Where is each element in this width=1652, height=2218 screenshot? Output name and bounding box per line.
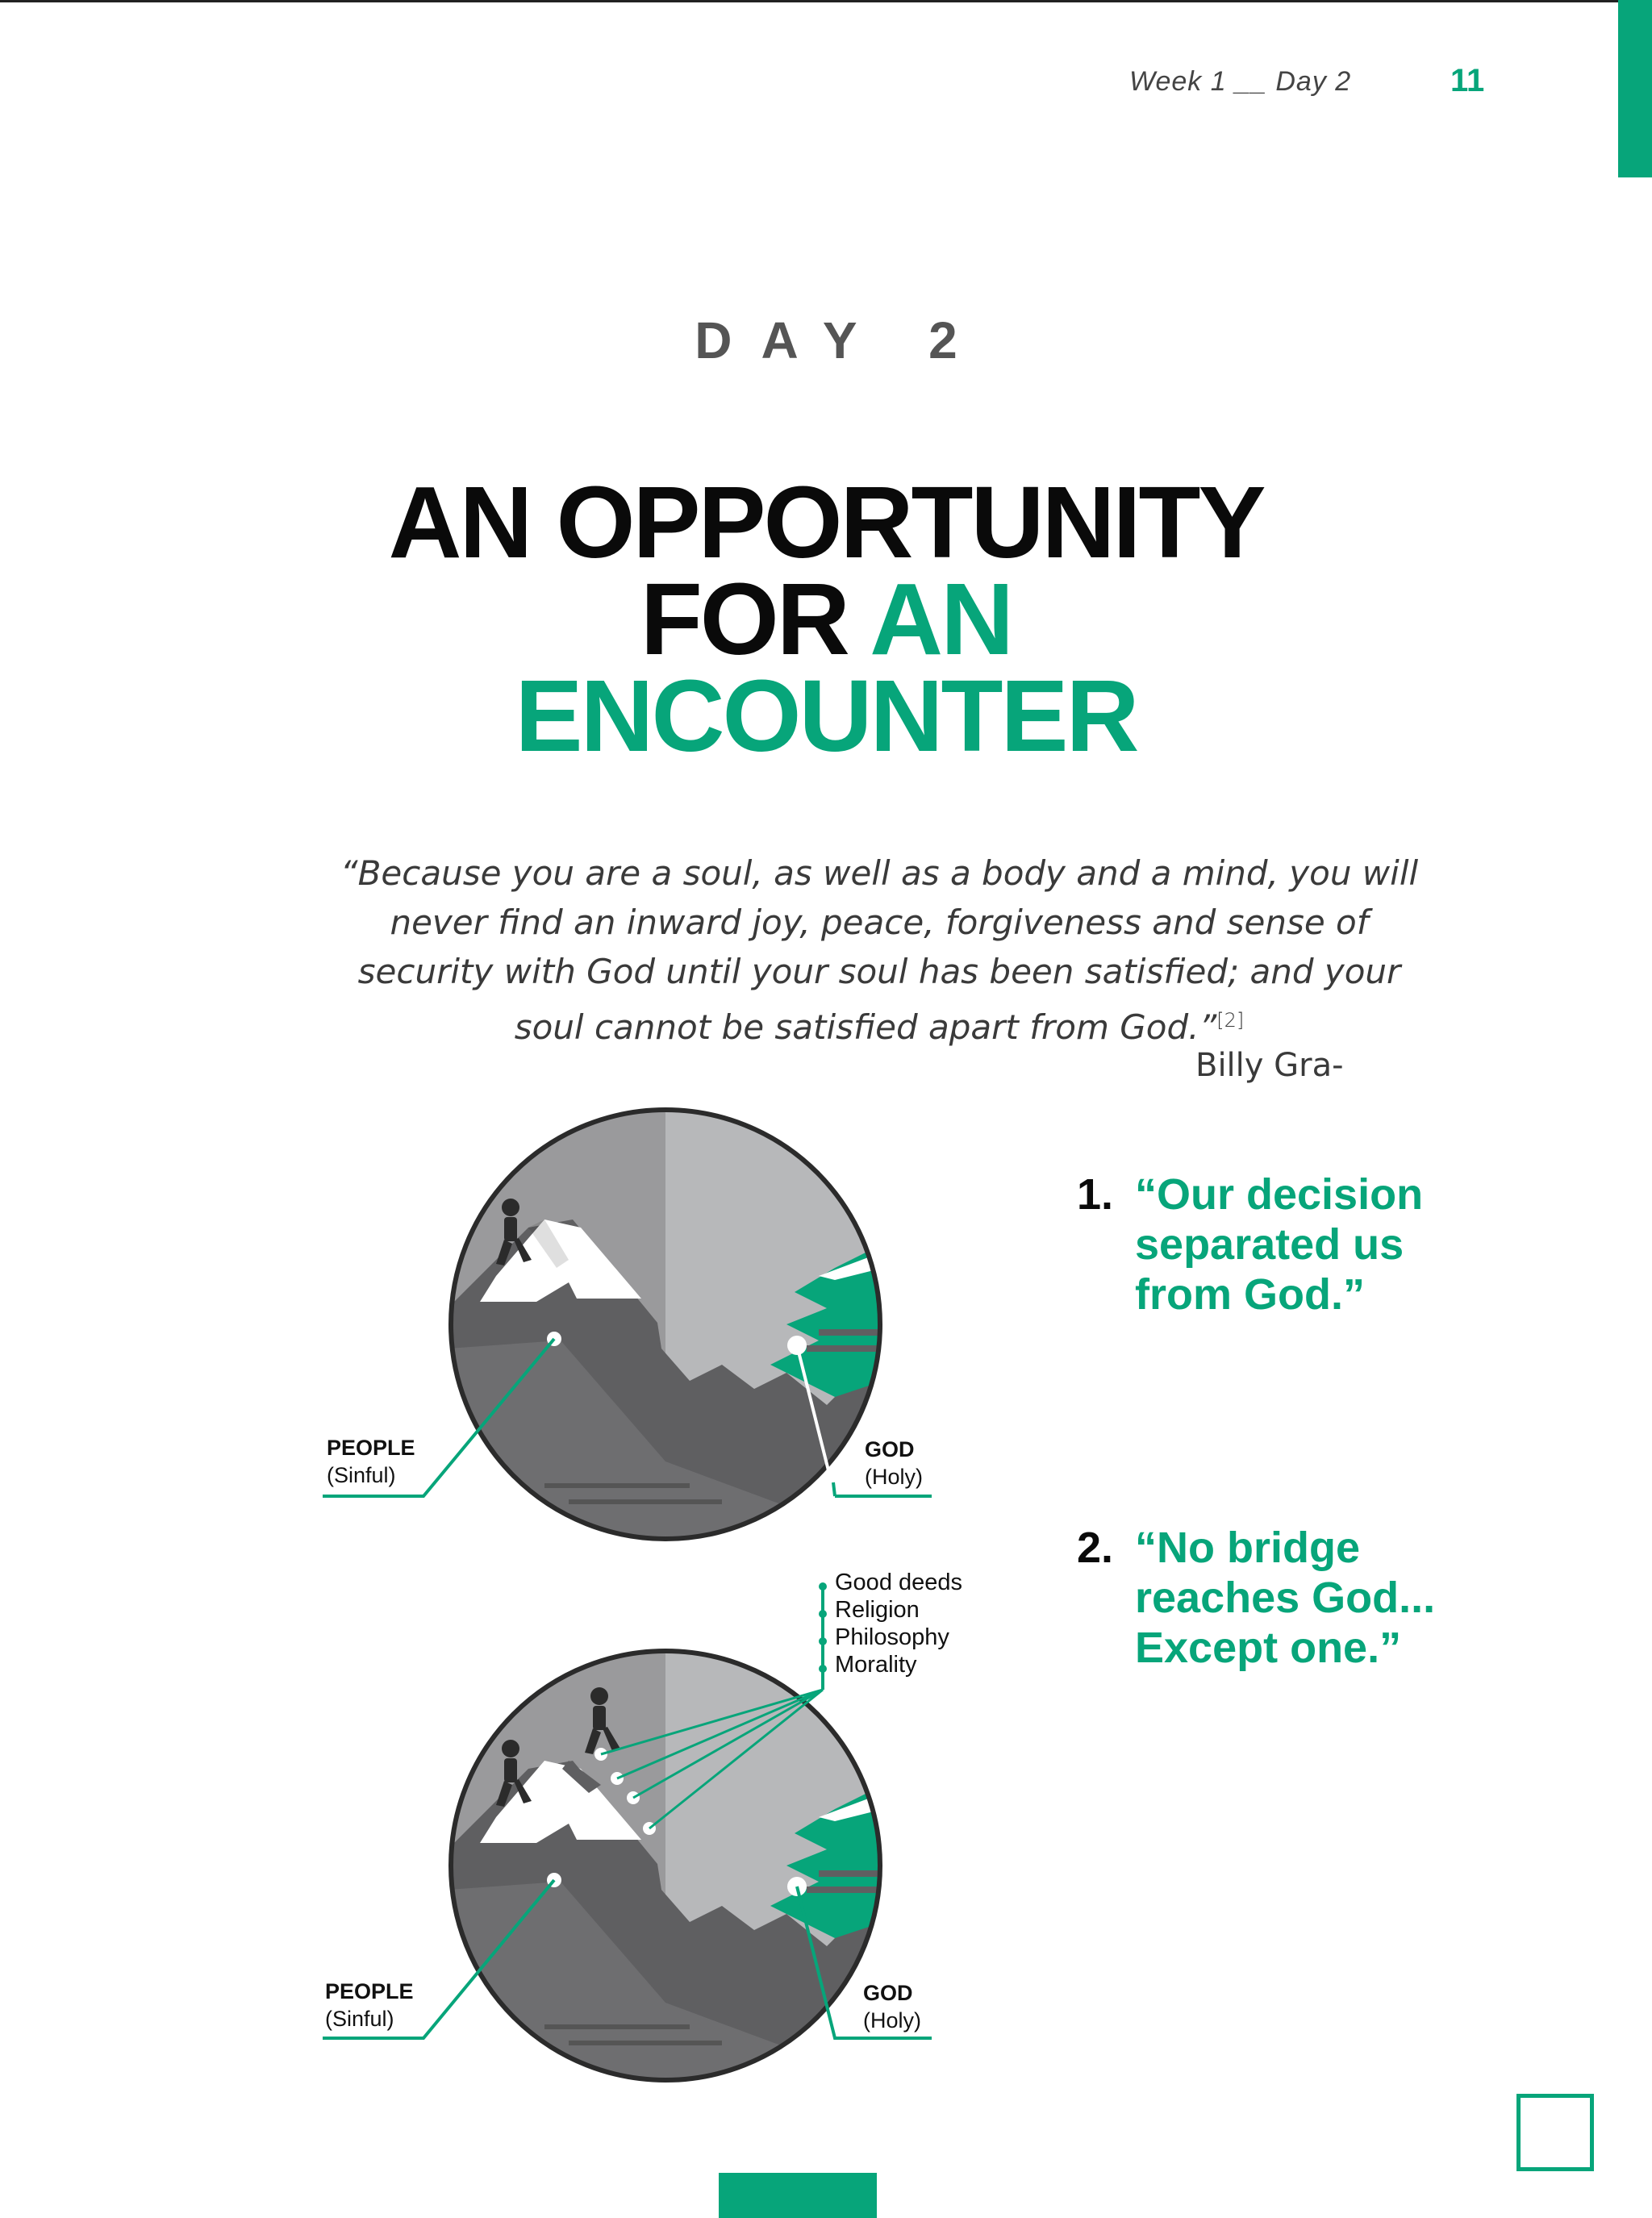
running-head: Week 1 __ Day 2	[1129, 66, 1352, 97]
diagram2-god-head: GOD	[863, 1981, 913, 2005]
title-line-1: AN OPPORTUNITY	[388, 465, 1264, 579]
diagram2-people-sub: (Sinful)	[325, 2007, 394, 2031]
bridge-list	[835, 1569, 962, 1678]
quote-attribution: Billy Gra-	[1195, 1047, 1344, 1084]
day-label: DAY 2	[695, 311, 987, 369]
side-tab	[1618, 0, 1652, 177]
diagram2-people-label	[325, 1978, 414, 2032]
bridge-item: Philosophy	[835, 1624, 949, 1650]
bridge-item: Religion	[835, 1597, 920, 1623]
title-line-2	[0, 562, 1652, 676]
diagram2-people-head: PEOPLE	[325, 1979, 414, 2003]
diagram2-god-sub: (Holy)	[863, 2008, 921, 2032]
page-number: 11	[1450, 63, 1485, 98]
title-line-3: ENCOUNTER	[515, 659, 1137, 773]
diagram1-god-head: GOD	[865, 1437, 915, 1461]
point-1-text: “Our decision separated us from God.”	[1135, 1170, 1424, 1319]
quote	[339, 848, 1420, 1052]
bottom-tab	[719, 2173, 877, 2218]
point-2-text: “No bridge reaches God... Except one.”	[1135, 1524, 1436, 1672]
point-2-number: 2.	[1077, 1524, 1114, 1572]
bridge-item: Morality	[835, 1652, 917, 1678]
page-title	[0, 465, 1652, 773]
diagram2-god-label	[863, 1979, 921, 2034]
corner-box	[1516, 2094, 1594, 2171]
bridge-item: Good deeds	[835, 1570, 963, 1595]
title-line-2-dark: FOR	[640, 562, 848, 676]
quote-text: “Because you are a soul, as well as a body and a mind, you will never find an inward joy, peace, forgiveness and sense of security with God until your soul has been satisfied; and your soul cannot be satisfied apart from God.”	[340, 853, 1419, 1047]
diagram1-god-sub: (Holy)	[865, 1465, 923, 1489]
diagram1-god-label	[865, 1436, 923, 1490]
quote-footnote: [2]	[1216, 1009, 1245, 1032]
diagram1-people-label	[327, 1434, 415, 1489]
diagram1-people-head: PEOPLE	[327, 1436, 415, 1460]
diagram1-people-sub: (Sinful)	[327, 1463, 396, 1487]
point-1-number: 1.	[1077, 1170, 1114, 1219]
top-rule	[0, 0, 1652, 2]
title-line-2-green: AN	[870, 562, 1012, 676]
